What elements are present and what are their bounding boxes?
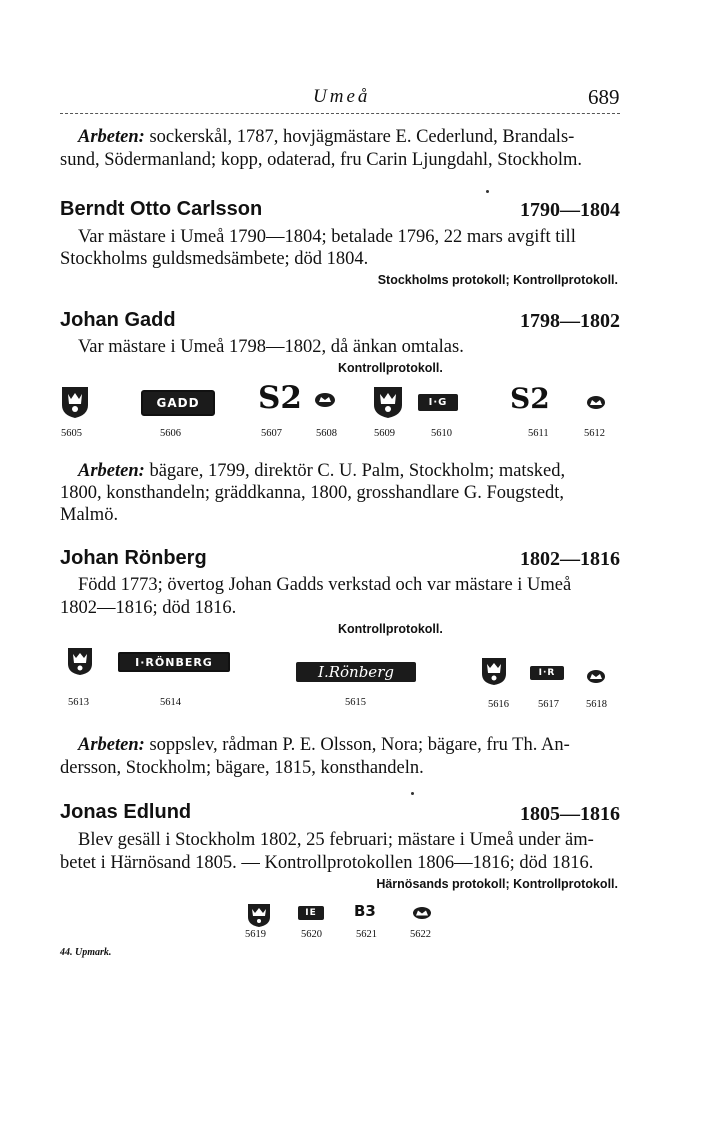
shield-crown-mark-icon (246, 902, 272, 928)
page-number: 689 (588, 85, 620, 109)
mark-number: 5612 (584, 428, 605, 439)
mark-number: 5605 (61, 428, 82, 439)
entry-text-line: Blev gesäll i Stockholm 1802, 25 februari; mästare i Umeå under äm- (78, 830, 594, 850)
maker-mark-stamp: GADD (141, 390, 215, 416)
mark-number: 5621 (356, 929, 377, 940)
entry-text-line: 1802—1816; död 1816. (60, 598, 237, 618)
mark-number: 5606 (160, 428, 181, 439)
crown-small-mark-icon (586, 395, 606, 410)
crown-small-mark-icon (314, 392, 336, 408)
mark-number: 5622 (410, 929, 431, 940)
entry-name: Johan Gadd (60, 309, 176, 331)
speck (486, 190, 489, 193)
works-line: Malmö. (60, 505, 119, 525)
date-letter-mark: S2 (510, 382, 550, 415)
mark-number: 5609 (374, 428, 395, 439)
entry-name: Johan Rönberg (60, 547, 207, 569)
mark-number: 5611 (528, 428, 549, 439)
shield-crown-mark-icon (372, 385, 404, 419)
date-letter-mark: B3 (354, 902, 376, 920)
entry-years: 1798—1802 (520, 310, 620, 332)
mark-number: 5610 (431, 428, 452, 439)
mark-number: 5608 (316, 428, 337, 439)
mark-number: 5614 (160, 697, 181, 708)
works-line: 1800, konsthandeln; gräddkanna, 1800, grosshandlare G. Fougstedt, (60, 483, 565, 503)
running-header (0, 84, 728, 108)
maker-mark-stamp: I·RÖNBERG (118, 652, 230, 672)
entry-source: Kontrollprotokoll. (338, 361, 443, 375)
mark-number: 5618 (586, 699, 607, 710)
maker-mark-stamp: I·G (418, 394, 458, 411)
entry-text-line: Född 1773; övertog Johan Gadds verkstad och var mästare i Umeå (78, 575, 572, 595)
mark-number: 5619 (245, 929, 266, 940)
mark-number: 5615 (345, 697, 366, 708)
shield-crown-mark-icon (66, 646, 94, 676)
maker-mark-stamp: IE (298, 906, 324, 920)
date-letter-mark: S2 (258, 380, 302, 416)
entry-name: Jonas Edlund (60, 801, 192, 823)
entry-years: 1802—1816 (520, 548, 620, 570)
entry-text-line: Stockholms guldsmedsämbete; död 1804. (60, 249, 369, 269)
works-line: Arbeten: soppslev, rådman P. E. Olsson, Nora; bägare, fru Th. An- (78, 735, 570, 755)
works-line: dersson, Stockholm; bägare, 1815, konsthandeln. (60, 758, 424, 778)
mark-number: 5613 (68, 697, 89, 708)
mark-number: 5607 (261, 428, 282, 439)
running-title: Umeå (313, 86, 371, 107)
mark-number: 5616 (488, 699, 509, 710)
intro-line-1: Arbeten: sockerskål, 1787, hovjägmästare E. Cederlund, Brandals- (78, 127, 575, 147)
entry-text-line: Var mästare i Umeå 1798—1802, då änkan omtalas. (78, 337, 464, 357)
crown-small-mark-icon (412, 906, 432, 920)
header-rule (60, 113, 620, 114)
entry-source: Stockholms protokoll; Kontrollprotokoll. (377, 273, 618, 287)
entry-name: Berndt Otto Carlsson (60, 198, 263, 220)
entry-text-line: Var mästare i Umeå 1790—1804; betalade 1796, 22 mars avgift till (78, 227, 576, 247)
works-line: Arbeten: bägare, 1799, direktör C. U. Palm, Stockholm; matsked, (78, 461, 566, 481)
entry-text-line: betet i Härnösand 1805. — Kontrollprotokollen 1806—1816; död 1816. (60, 853, 594, 873)
signature-mark: 44. Upmark. (60, 947, 112, 958)
entry-source: Kontrollprotokoll. (338, 622, 443, 636)
mark-number: 5617 (538, 699, 559, 710)
intro-line-2: sund, Södermanland; kopp, odaterad, fru Carin Ljungdahl, Stockholm. (60, 150, 583, 170)
entry-source: Härnösands protokoll; Kontrollprotokoll. (376, 877, 618, 891)
mark-number: 5620 (301, 929, 322, 940)
shield-crown-mark-icon (480, 656, 508, 686)
script-maker-mark-stamp: I.Rönberg (296, 662, 416, 682)
speck (411, 792, 414, 795)
entry-years: 1790—1804 (520, 199, 620, 221)
entry-years: 1805—1816 (520, 803, 620, 825)
shield-crown-mark-icon (60, 385, 90, 419)
crown-small-mark-icon (586, 669, 606, 684)
maker-mark-stamp: I·R (530, 666, 564, 680)
